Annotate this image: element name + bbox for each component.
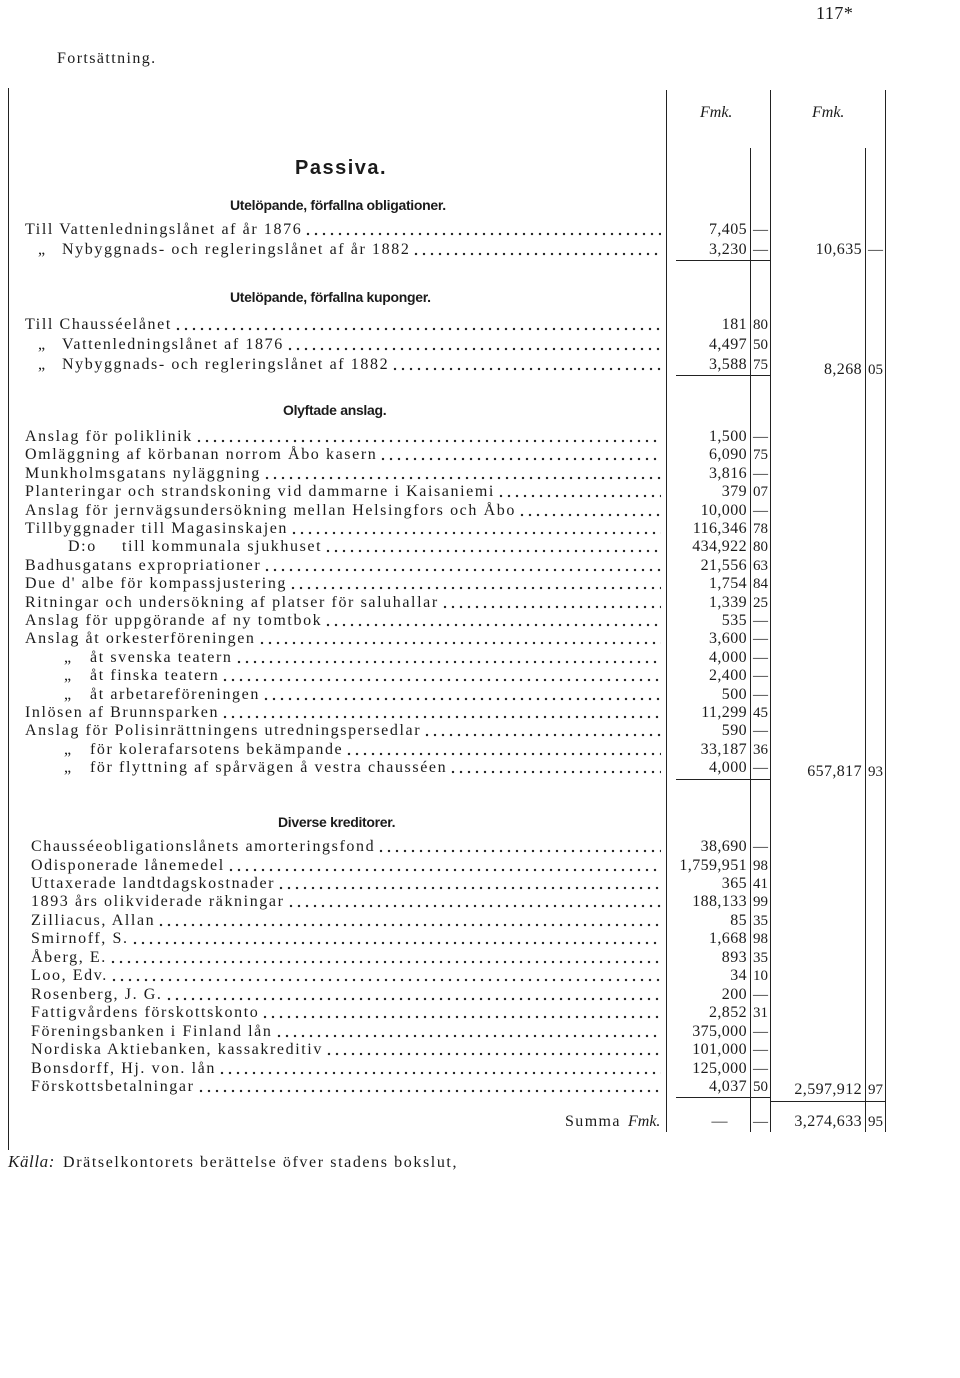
row-label: Zilliacus, Allan — [31, 911, 156, 929]
row-label: Planteringar och strandskoning vid dammarne i Kaisaniemi — [25, 483, 495, 501]
dot-leader — [111, 960, 661, 964]
dot-leader — [263, 1015, 661, 1019]
row-amount: 1,339 — [709, 593, 747, 611]
source-note — [8, 1151, 458, 1173]
row-label: Badhusgatans expropriationer — [25, 556, 262, 574]
row-ore: 36 — [753, 741, 768, 758]
row-amount: 181 — [721, 316, 747, 333]
row-label-cell — [62, 335, 661, 355]
row-label-cell — [25, 703, 661, 723]
row-label-cell — [90, 648, 661, 668]
row-amount: 38,690 — [700, 838, 747, 855]
row-amount: 21,556 — [700, 556, 747, 574]
row-ore: — — [753, 839, 768, 855]
dot-leader — [326, 549, 661, 553]
row-label-cell — [31, 966, 661, 986]
row-label-cell — [31, 1059, 661, 1079]
summa-ore: — — [753, 1114, 768, 1130]
dot-leader — [347, 752, 661, 756]
row-label: Fattigvårdens förskottskonto — [31, 1004, 260, 1022]
row-label-cell — [25, 629, 661, 649]
summa-currency: Fmk. — [628, 1113, 661, 1130]
row-label-cell — [25, 220, 661, 240]
row-ore: — — [753, 668, 768, 685]
dot-leader — [159, 923, 661, 927]
row-amount: 893 — [721, 948, 747, 966]
row-label-cell — [25, 315, 661, 335]
row-ore: 07 — [753, 484, 768, 501]
row-label: Anslag åt orkesterföreningen — [25, 630, 256, 648]
ledger-row — [0, 929, 960, 949]
row-amount: 434,922 — [692, 538, 747, 556]
row-label: Nybyggnads- och regleringslånet af 1882 — [62, 356, 390, 373]
row-label-cell — [31, 856, 661, 876]
row-label-cell — [25, 721, 661, 741]
row-ore: 78 — [753, 521, 768, 537]
row-amount: 33,187 — [700, 740, 747, 758]
ledger-row — [0, 966, 960, 986]
row-ore: 10 — [753, 968, 768, 985]
row-label: Anslag för Polisinrättningens utredningspersedlar — [25, 722, 422, 740]
ledger-row — [0, 648, 960, 668]
dot-leader — [264, 697, 661, 701]
dot-leader — [223, 715, 661, 719]
row-amount: 6,090 — [709, 446, 747, 464]
row-ore: — — [753, 222, 768, 238]
row-label-cell — [25, 445, 661, 465]
ledger-row — [0, 629, 960, 649]
row-label: Bonsdorff, Hj. von. lån — [31, 1059, 216, 1077]
row-ore: 50 — [753, 1079, 768, 1095]
dot-leader — [167, 997, 661, 1001]
summa-amount: — — [711, 1113, 728, 1130]
row-label-cell — [31, 874, 661, 894]
dot-leader — [425, 733, 661, 737]
subtotal-rule — [676, 779, 770, 780]
row-label-cell — [90, 685, 661, 705]
row-ore: 31 — [753, 1005, 768, 1022]
row-ore: 63 — [753, 557, 768, 574]
ledger-row — [0, 1059, 960, 1079]
row-amount: 4,037 — [709, 1078, 747, 1095]
ditto-mark: „ — [38, 241, 47, 258]
ledger-row — [0, 892, 960, 912]
row-label-cell — [25, 427, 661, 447]
row-ore: 35 — [753, 912, 768, 929]
row-amount: 2,852 — [709, 1004, 747, 1022]
row-ore: 25 — [753, 594, 768, 611]
row-label-cell — [31, 911, 661, 931]
row-amount: 375,000 — [692, 1022, 747, 1040]
dot-leader — [229, 868, 661, 872]
row-ore: — — [753, 1042, 768, 1059]
row-label: Ritningar och undersökning af platser för saluhallar — [25, 593, 439, 611]
row-label-cell — [25, 611, 661, 631]
ledger-row — [0, 1003, 960, 1023]
row-label-cell — [122, 537, 661, 557]
dot-leader — [133, 941, 661, 945]
ledger-row — [0, 1040, 960, 1060]
row-label-cell — [25, 482, 661, 502]
row-ore: — — [753, 760, 768, 776]
dot-leader — [443, 605, 661, 609]
row-label-cell — [31, 1003, 661, 1023]
row-ore: 80 — [753, 539, 768, 556]
row-amount: 34 — [730, 967, 747, 985]
ledger-row — [0, 1022, 960, 1042]
row-amount: 3,230 — [709, 241, 747, 258]
row-label: Chausséeobligationslånets amorteringsfond — [31, 838, 376, 855]
row-ore: — — [753, 723, 768, 740]
section-total-row — [0, 360, 960, 380]
dot-leader — [291, 586, 661, 590]
section-total-ore: 93 — [868, 764, 883, 780]
row-amount: 365 — [721, 874, 747, 892]
row-amount: 125,000 — [692, 1059, 747, 1077]
row-ore: — — [753, 502, 768, 519]
ledger-row — [0, 666, 960, 686]
source-text: Drätselkontorets berättelse öfver stadens bokslut, — [63, 1154, 459, 1171]
subtotal-rule — [676, 375, 770, 376]
row-ore: 75 — [753, 357, 768, 373]
section-total-ore: — — [868, 242, 883, 258]
row-amount: 10,000 — [700, 501, 747, 519]
ledger-row — [0, 464, 960, 484]
ledger-row — [0, 685, 960, 705]
row-ore: — — [753, 612, 768, 629]
row-label: för kolerafarsotens bekämpande — [90, 740, 344, 758]
dot-leader — [260, 641, 661, 645]
ledger-row — [0, 874, 960, 894]
section-total: 10,635 — [815, 241, 862, 258]
row-label: Nordiska Aktiebanken, kassakreditiv — [31, 1041, 323, 1059]
row-amount: 7,405 — [709, 221, 747, 238]
row-label-cell — [25, 574, 661, 594]
row-label: Anslag för jernvägsundersökning mellan Helsingfors och Åbo — [25, 501, 516, 519]
ditto-mark: „ — [38, 356, 47, 373]
dot-leader — [237, 660, 661, 664]
ledger-row — [0, 445, 960, 465]
row-label: Smirnoff, S. — [31, 930, 129, 948]
row-amount: 1,500 — [709, 428, 747, 445]
section-heading: Utelöpande, förfallna obligationer. — [230, 197, 446, 213]
row-label: 1893 års olikviderade räkningar — [31, 893, 285, 911]
ledger-row — [0, 537, 960, 557]
row-label: Nybyggnads- och regleringslånet af år 1882 — [62, 241, 411, 258]
section-heading: Utelöpande, förfallna kuponger. — [230, 289, 431, 305]
row-label-cell — [31, 985, 661, 1005]
source-prefix: Källa: — [8, 1152, 56, 1171]
dot-leader — [112, 978, 661, 982]
dot-leader — [265, 568, 661, 572]
row-label: till kommunala sjukhuset — [122, 538, 323, 556]
row-ore: 99 — [753, 894, 768, 911]
row-amount: 500 — [721, 685, 747, 703]
row-label-cell — [25, 464, 661, 484]
row-label: Vattenledningslånet af 1876 — [62, 336, 284, 353]
dot-leader — [176, 327, 661, 331]
ledger-row — [0, 315, 960, 335]
row-label: Till Vattenledningslånet af år 1876 — [25, 221, 303, 238]
row-label-cell — [25, 501, 661, 521]
row-label-cell — [25, 593, 661, 613]
summa-rule — [770, 1101, 885, 1102]
row-label-cell — [90, 740, 661, 760]
ditto-mark: D:o — [68, 538, 97, 556]
ledger-row — [0, 911, 960, 931]
row-label: åt finska teatern — [90, 667, 220, 685]
row-label: Till Chausséelånet — [25, 316, 172, 333]
row-label: för flyttning af spårvägen å vestra chausséen — [90, 759, 448, 776]
row-label: åt arbetareföreningen — [90, 685, 260, 703]
section-total-ore: 05 — [868, 362, 883, 378]
ledger-row — [0, 948, 960, 968]
row-label: Inlösen af Brunnsparken — [25, 703, 220, 721]
row-amount: 4,000 — [709, 759, 747, 776]
row-label: Due d' albe för kompassjustering — [25, 575, 288, 593]
section-total: 2,597,912 — [794, 1081, 862, 1098]
row-label-cell — [31, 1040, 661, 1060]
row-amount: 200 — [721, 985, 747, 1003]
section-total: 8,268 — [824, 361, 862, 378]
row-label: Loo, Edv. — [31, 967, 108, 985]
summa-row — [0, 1112, 960, 1132]
ledger-row — [0, 593, 960, 613]
row-label: Åberg, E. — [31, 948, 107, 966]
row-label-cell — [25, 519, 661, 539]
dot-leader — [288, 347, 661, 351]
row-amount: 3,816 — [709, 464, 747, 482]
dot-leader — [197, 439, 661, 443]
dot-leader — [381, 457, 661, 461]
ditto-mark: „ — [38, 336, 47, 353]
subtotal-rule — [676, 1097, 770, 1098]
row-label: Föreningsbanken i Finland lån — [31, 1022, 273, 1040]
row-amount: 1,754 — [709, 575, 747, 593]
ledger-row — [0, 611, 960, 631]
row-label: Munkholmsgatans nyläggning — [25, 464, 261, 482]
row-ore: 75 — [753, 447, 768, 464]
row-amount: 3,600 — [709, 630, 747, 648]
row-label: åt svenska teatern — [90, 648, 233, 666]
row-ore: 98 — [753, 931, 768, 948]
row-amount: 188,133 — [692, 893, 747, 911]
row-ore: — — [753, 649, 768, 666]
row-amount: 116,346 — [692, 520, 747, 537]
subtotal-rule — [676, 260, 770, 261]
dot-leader — [223, 678, 661, 682]
currency-header-totals: Fmk. — [812, 104, 845, 121]
dot-leader — [279, 886, 661, 890]
section-total-ore: 97 — [868, 1082, 883, 1098]
row-amount: 1,668 — [709, 930, 747, 948]
row-amount: 101,000 — [692, 1041, 747, 1059]
ledger-row — [0, 427, 960, 447]
ledger-row — [0, 837, 960, 857]
dot-leader — [327, 1052, 661, 1056]
dot-leader — [499, 494, 661, 498]
row-label: Odisponerade lånemedel — [31, 856, 225, 874]
ledger-row — [0, 556, 960, 576]
ledger-row — [0, 721, 960, 741]
row-ore: 45 — [753, 704, 768, 721]
summa-total-ore: 95 — [868, 1114, 883, 1130]
row-ore: 35 — [753, 949, 768, 966]
ledger-row — [0, 519, 960, 539]
row-amount: 4,000 — [709, 648, 747, 666]
summa-label: Summa — [565, 1113, 621, 1130]
row-label-cell — [25, 556, 661, 576]
section-total-row — [0, 762, 960, 782]
row-label-cell — [31, 837, 661, 857]
currency-header-amounts: Fmk. — [700, 104, 733, 121]
row-ore: — — [753, 1023, 768, 1040]
row-ore: — — [753, 686, 768, 703]
page-number: 117* — [816, 3, 854, 23]
ledger-row — [0, 574, 960, 594]
page-title: Passiva. — [295, 157, 388, 179]
row-amount: 2,400 — [709, 667, 747, 685]
row-label: Omläggning af körbanan norrom Åbo kasern — [25, 446, 378, 464]
row-amount: 85 — [730, 911, 747, 929]
continuation-note: Fortsättning. — [57, 50, 157, 67]
ditto-mark: „ — [64, 667, 73, 685]
dot-leader — [379, 849, 661, 853]
dot-leader — [277, 1034, 662, 1038]
row-label-cell — [31, 948, 661, 968]
row-label: Anslag för poliklinik — [25, 428, 193, 445]
dot-leader — [520, 513, 661, 517]
section-heading: Diverse kreditorer. — [278, 814, 396, 830]
dot-leader — [326, 623, 661, 627]
ditto-mark: „ — [64, 759, 73, 776]
row-amount: 11,299 — [701, 703, 747, 721]
row-amount: 4,497 — [709, 336, 747, 353]
ledger-row — [0, 985, 960, 1005]
row-amount: 379 — [721, 483, 747, 501]
ditto-mark: „ — [64, 740, 73, 758]
row-amount: 3,588 — [709, 356, 747, 373]
summa-total: 3,274,633 — [794, 1113, 862, 1130]
row-amount: 1,759,951 — [679, 856, 747, 874]
section-total-row — [0, 1080, 960, 1100]
section-total: 657,817 — [807, 763, 862, 780]
dot-leader — [289, 904, 661, 908]
ditto-mark: „ — [64, 648, 73, 666]
dot-leader — [220, 1071, 661, 1075]
row-ore: — — [753, 631, 768, 648]
row-ore: — — [753, 1060, 768, 1077]
row-label-cell — [31, 929, 661, 949]
dot-leader — [265, 476, 661, 480]
ledger-row — [0, 220, 960, 240]
ledger-row — [0, 856, 960, 876]
ledger-row — [0, 501, 960, 521]
ledger-row — [0, 482, 960, 502]
row-label: Anslag för uppgörande af ny tomtbok — [25, 611, 323, 629]
row-label: Förskottsbetalningar — [31, 1078, 195, 1095]
row-label: Rosenberg, J. G. — [31, 985, 163, 1003]
row-ore: — — [753, 242, 768, 258]
row-label-cell — [90, 666, 661, 686]
row-label-cell — [31, 1022, 661, 1042]
row-ore: 50 — [753, 337, 768, 353]
row-ore: 80 — [753, 317, 768, 333]
row-label: Uttaxerade landtdagskostnader — [31, 874, 276, 892]
row-ore: 98 — [753, 857, 768, 874]
ledger-row — [0, 740, 960, 760]
row-amount: 590 — [721, 722, 747, 740]
row-ore: — — [753, 429, 768, 445]
row-ore: 84 — [753, 576, 768, 593]
row-ore: — — [753, 986, 768, 1003]
section-heading: Olyftade anslag. — [283, 402, 387, 418]
row-label: Tillbyggnader till Magasinskajen — [25, 520, 289, 537]
ledger-row — [0, 335, 960, 355]
dot-leader — [292, 531, 661, 535]
ledger-row — [0, 703, 960, 723]
row-ore: — — [753, 465, 768, 482]
dot-leader — [306, 232, 661, 236]
row-amount: 535 — [721, 611, 747, 629]
ditto-mark: „ — [64, 685, 73, 703]
row-label-cell — [31, 892, 661, 912]
section-total-row — [0, 240, 960, 260]
row-ore: 41 — [753, 875, 768, 892]
